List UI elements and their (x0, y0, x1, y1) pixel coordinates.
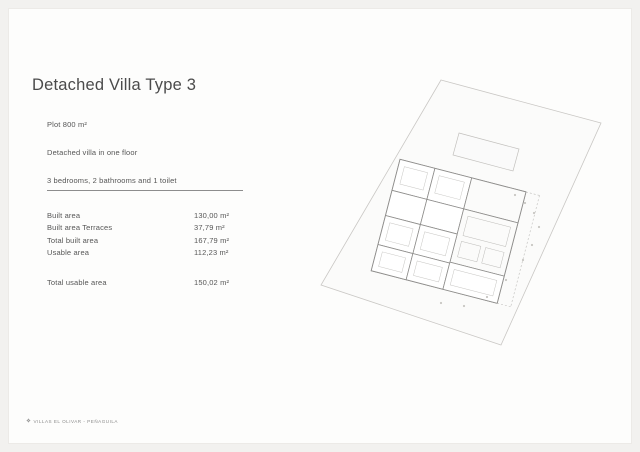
area-label: Built area (47, 211, 81, 220)
page-title: Detached Villa Type 3 (32, 76, 197, 95)
footer-label: VILLAS EL OLIVAR - PEÑAGUILA (33, 419, 118, 424)
total-usable-area-label: Total usable area (47, 277, 107, 287)
table-row (47, 223, 262, 235)
area-label: Usable area (47, 248, 90, 258)
area-value: 130,00 m² (194, 211, 230, 220)
villa-description-text: Detached villa in one floor (47, 148, 138, 157)
total-usable-area-value: 150,02 m² (194, 277, 230, 287)
leaf-icon: ❖ (26, 418, 32, 425)
table-row (47, 248, 262, 260)
areas-table (47, 211, 262, 290)
area-value: 112,23 m² (194, 248, 229, 258)
divider (47, 190, 243, 191)
rooms-summary-text: 3 bedrooms, 2 bathrooms and 1 toilet (47, 176, 177, 185)
document-page (9, 9, 631, 443)
table-row (47, 211, 262, 223)
area-label: Built area Terraces (47, 223, 113, 233)
area-label: Total built area (47, 235, 99, 245)
area-value: 167,79 m² (194, 235, 230, 245)
area-value: 37,79 m² (194, 223, 225, 233)
table-row-total (47, 278, 262, 290)
table-row (47, 236, 262, 248)
plot-size-text: Plot 800 m² (47, 120, 87, 129)
floor-plan-drawing (301, 45, 631, 425)
footer-credit (26, 419, 118, 425)
